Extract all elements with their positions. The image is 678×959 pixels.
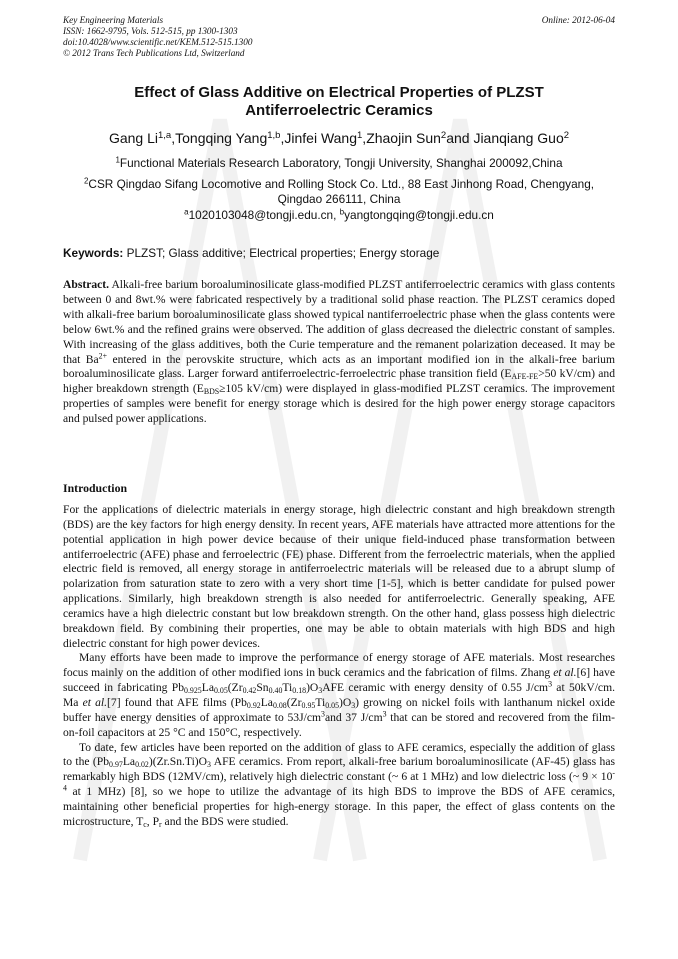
affiliation-sup: 2 <box>83 176 89 186</box>
para-text: that can be stored and recovered from the film-on-foil capacitors at 25 °C and 150°C, respectively. <box>63 710 615 739</box>
affiliation-text-2: Qingdao 266111, China <box>277 192 401 206</box>
abstract <box>63 278 615 427</box>
para-text: AFE ceramic with energy density of 0.55 J/cm <box>322 681 549 695</box>
para-sup: 3 <box>382 709 387 719</box>
author-name: Jinfei Wang <box>284 130 357 146</box>
para-sub: 0.42 <box>242 686 257 696</box>
online-date: Online: 2012-06-04 <box>541 15 615 25</box>
para-sub: 0.40 <box>268 686 283 696</box>
email-sup: a <box>184 207 189 217</box>
affiliation-text: Functional Materials Research Laboratory, Tongji University, Shanghai 200092,China <box>119 156 563 170</box>
abstract-text: Alkali-free barium boroaluminosilicate glass-modified PLZST antiferroelectric ceramics with glass contents between 0 and 8wt.% were fabricated respectively by a traditional solid phase reaction. The PLZST ceramics doped with alkali-free barium boroaluminosilicate glass showed typical nantiferroelectric phase when the glass contents were below 6wt.% and the refined grains were observed. The addition of glass decreased the dielectric constant of samples. With increasing of the glass additives, both the Curie temperature and the remanent polarization deceased. It may be that Ba <box>63 278 615 366</box>
doi-line[interactable]: doi:10.4028/www.scientific.net/KEM.512-515.1300 <box>63 37 253 47</box>
para-sub: 3 <box>207 760 211 770</box>
section-heading-introduction: Introduction <box>63 481 128 495</box>
author-name: Tongqing Yang <box>175 130 268 146</box>
para-sub: 3 <box>351 700 356 710</box>
title-line-2: Antiferroelectric Ceramics <box>245 102 433 119</box>
affiliation-sup: 1 <box>115 155 120 165</box>
para-sub: 3 <box>318 686 323 696</box>
para-sup: -4 <box>63 768 615 793</box>
para-text: ) growing on nickel foils with lanthanum nickel oxide buffer have energy densities of approximate to 53J/cm <box>63 695 615 724</box>
author-emails <box>40 208 638 223</box>
author-sup: 2 <box>563 129 570 141</box>
para-sub: 0.92 <box>246 700 261 710</box>
author-sep: , <box>280 130 285 146</box>
para-sub: c <box>143 819 147 829</box>
para-text: and the BDS were studied. <box>161 814 289 828</box>
para-text: La <box>260 695 273 709</box>
email-b[interactable]: yangtongqing@tongji.edu.cn <box>344 208 494 222</box>
para-sub: 0.05 <box>213 686 228 696</box>
affiliation-1 <box>40 156 638 171</box>
para-sub: 0.925 <box>184 686 202 696</box>
author-name: and Jianqiang Guo <box>446 130 564 146</box>
para-sub: 0.18 <box>292 686 307 696</box>
abstract-sup: 2+ <box>98 351 108 361</box>
abstract-label: Abstract. <box>63 278 110 291</box>
para-text: Sn <box>256 681 269 695</box>
abstract-text: ≥105 kV/cm) were displayed in glass-modified PLZST ceramics. The improvement properties of samples were benefit for energy storage which is desired for the high power energy storage capacitors and pulsed power applications. <box>63 382 615 426</box>
para-text: La <box>201 681 214 695</box>
para-text: [7] found that AFE films (Pb <box>107 695 247 709</box>
para-text: Ti <box>282 681 293 695</box>
intro-paragraph-1: For the applications of dielectric materials in energy storage, high dielectric constant and high breakdown strength (BDS) are the key factors for high energy density. In recent years, AFE materials have attracted more attentions for the potential application in high power device because of their unique field-induced phase transformation between antiferroelectric (AFE) phase and ferroelectric (FE) phase. Different from the ferroelectric materials, when the applied electric field is removed, all energy storage in antiferroelectric materials will be released due to a abrupt slump of polarization from saturation state to zero with a very short time [1-5], which is better candidate for pulsed power applications. Similarly, high breakdown strength is also needed for antiferroelectric. Generally speaking, AFE ceramics have a high dielectric constant but low breakdown strength. On the other hand, glass possess high dielectric breakdown field. By combining their properties, one may be able to obtain materials with high BDS and high dielectric constant for high power devices. <box>63 503 615 650</box>
para-text: Ti <box>315 695 326 709</box>
keywords-label: Keywords: <box>63 246 124 260</box>
para-italic: et al. <box>82 695 108 709</box>
para-sub: r <box>159 819 162 829</box>
author-list <box>20 130 658 147</box>
email-a[interactable]: 1020103048@tongji.edu.cn, <box>188 208 340 222</box>
para-text: La <box>122 755 136 769</box>
para-text: , P <box>146 814 160 828</box>
para-text: AFE ceramics. From report, alkali-free barium boroaluminosilicate (AF-45) glass has remarkably high BDS (12MV/cm), relatively high dielectric constant (~ 6 at 1 MHz) and low dielectric loss (~ 9 × 10 <box>63 755 615 784</box>
journal-header <box>63 15 615 59</box>
author-sup: 1 <box>357 129 363 141</box>
para-text: (Zr <box>286 695 302 709</box>
para-text: )O <box>306 681 319 695</box>
journal-name: Key Engineering Materials <box>63 15 164 25</box>
para-text: at 1 MHz) [8], so we hope to utilize the advantage of its high BDS to improve the BDS of AFE ceramics, maintaining other beneficial properties for high-energy storage. In this paper, the effect of glass contents on the microstructure, T <box>63 785 615 828</box>
para-italic: et al. <box>553 666 577 680</box>
para-sub: 0.95 <box>301 700 316 710</box>
introduction-body <box>63 503 615 830</box>
author-name: Gang Li <box>108 130 158 146</box>
para-text: )(Zr.Sn.Ti)O <box>148 755 208 769</box>
abstract-text: entered in the perovskite structure, which acts as an important modified ion in the alkali-free barium boroaluminosilicate glass. Larger forward antiferroelectric-ferroelectric phase transition field (E <box>63 352 615 381</box>
abstract-sub: BDS <box>203 387 220 397</box>
paper-title <box>40 84 638 120</box>
para-text: Many efforts have been made to improve the performance of energy storage of AFE materials. Most researches focus mainly on the addition of other modified ions in buck ceramics and the fabrication of films. Zhang <box>63 651 615 680</box>
copyright-line: © 2012 Trans Tech Publications Ltd, Switzerland <box>63 48 245 58</box>
para-sub: 0.05 <box>325 700 339 710</box>
para-text: To date, few articles have been reported on the addition of glass to AFE ceramics, especially the addition of glass to the (Pb <box>63 740 615 769</box>
keywords <box>63 246 615 261</box>
para-sub: 0.08 <box>272 700 287 710</box>
author-sup: 1,b <box>267 129 281 141</box>
para-text: at 50kV/cm. Ma <box>63 681 615 709</box>
para-text: [6] have succeed in fabricating Pb <box>63 666 616 695</box>
para-text: (Zr <box>227 681 243 695</box>
para-text: )O <box>339 695 352 709</box>
para-sub: 0.02 <box>135 760 149 770</box>
para-sub: 0.97 <box>109 760 123 770</box>
intro-paragraph-2 <box>63 651 615 740</box>
author-sup: 2 <box>440 129 447 141</box>
author-sep: , <box>362 130 367 146</box>
para-text: and 37 J/cm <box>324 710 383 724</box>
affiliation-text: CSR Qingdao Sifang Locomotive and Rolling Stock Co. Ltd., 88 East Jinhong Road, Chengyang, <box>88 177 595 191</box>
affiliation-2 <box>40 177 638 207</box>
intro-paragraph-3 <box>63 741 615 830</box>
abstract-text: >50 kV/cm) and higher breakdown strength (E <box>63 367 616 396</box>
author-sup: 1,a <box>158 129 172 141</box>
abstract-sub: AFE-FE <box>511 372 539 382</box>
issn-line: ISSN: 1662-9795, Vols. 512-515, pp 1300-1303 <box>63 26 238 36</box>
keywords-text: PLZST; Glass additive; Electrical properties; Energy storage <box>123 246 440 260</box>
title-line-1: Effect of Glass Additive on Electrical Properties of PLZST <box>134 84 544 101</box>
author-name: Zhaojin Sun <box>366 130 441 146</box>
para-sup: 3 <box>548 679 553 689</box>
email-sup: b <box>339 207 345 217</box>
author-sep: , <box>171 130 176 146</box>
para-sup: 3 <box>321 709 325 719</box>
